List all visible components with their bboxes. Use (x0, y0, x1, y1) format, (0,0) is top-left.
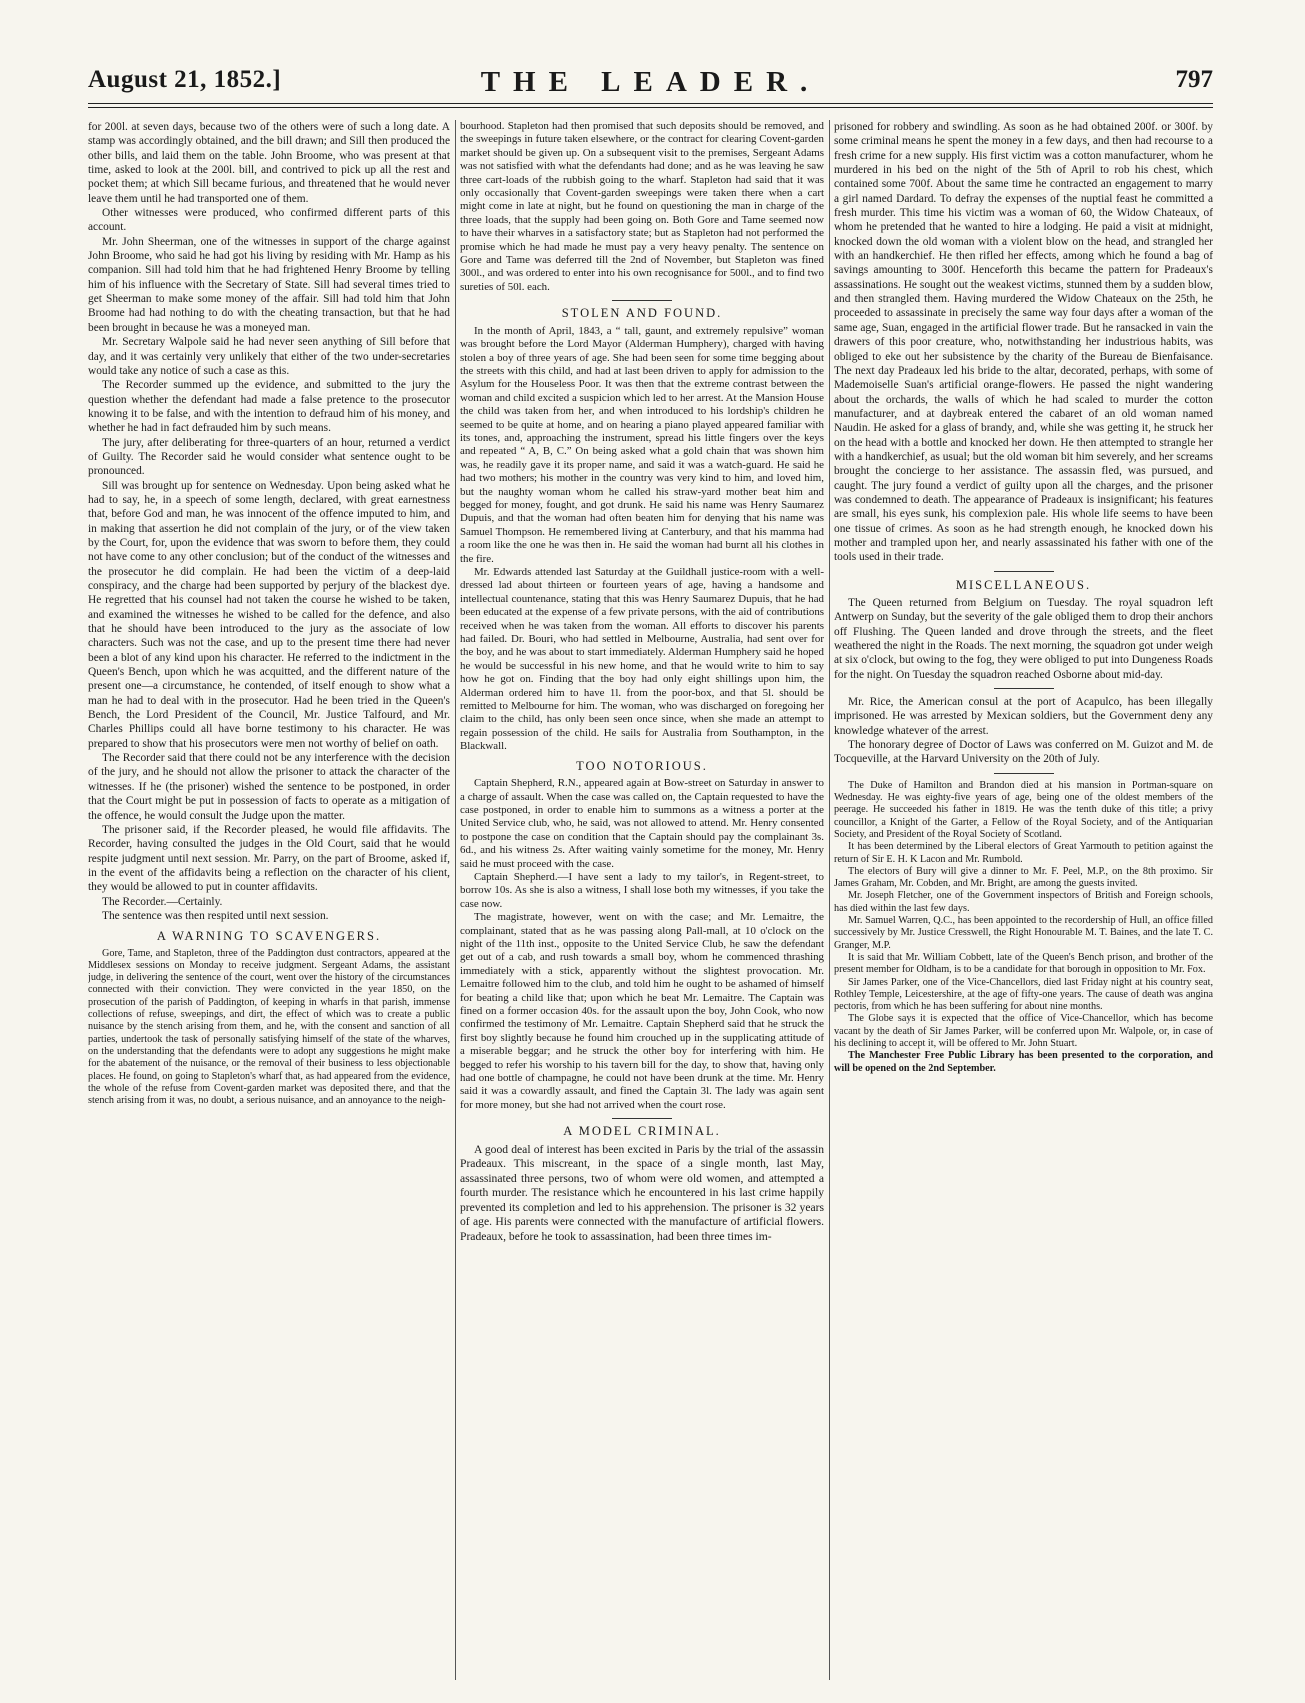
masthead (88, 62, 1213, 102)
paragraph: The prisoner said, if the Recorder pleased, he would file affidavits. The Recorder, having consulted the judges in the Old Court, said that he would respite judgment until next session. Mr. Parry, on the part of Broome, asked if, in the event of the affidavits being a reflection on the character of his client, they would be allowed to put in counter affidavits. (88, 823, 450, 894)
paragraph: Mr. Rice, the American consul at the port of Acapulco, has been illegally imprisoned. He was arrested by Mexican soldiers, but the Government deny any knowledge whatever of the arrest. (834, 696, 1213, 737)
paragraph: Mr. Joseph Fletcher, one of the Government inspectors of British and Foreign schools, has died within the last few days. (834, 890, 1213, 914)
section-separator (994, 773, 1054, 774)
paragraph: The magistrate, however, went on with the case; and Mr. Lemaitre, the complainant, stated that as he was passing along Pall-mall, at 10 o'clock on the night of the 11th inst., opposite to the United Service Club, he saw the defendant get out of a cab, and rush towards a small boy, whom he commenced thrashing immediately with a stick, apparently without the slightest provocation. Mr. Lemaitre followed him to the club, and told him he ought to be ashamed of himself for beating a child like that; upon which he beat Mr. Lemaitre. The Captain was fined on a former occasion 40s. for the assault upon the boy, John Cook, who now confirmed the testimony of Mr. Lemaitre. Captain Shepherd said that he struck the first boy slightly because he found him crouched up in the supplicating attitude of a miserable beggar; and he struck the other boy for interfering with him. He begged to refer his worship to his tavern bill for the day, to show that, having only had one bottle of champagne, he could not have been drunk at the time. Mr. Henry said it was a cowardly assault, and fined the Captain 3l. The lady was again sent for more money, but she had not arrived when the court rose. (460, 911, 824, 1111)
paragraph: It is said that Mr. William Cobbett, late of the Queen's Bench prison, and brother of the present member for Oldham, is to be a candidate for that borough in opposition to Mr. Fox. (834, 951, 1213, 976)
paragraph: The sentence was then respited until next session. (102, 909, 329, 922)
article-heading-criminal: A MODEL CRIMINAL. (563, 1124, 721, 1139)
paragraph: The Queen returned from Belgium on Tuesday. The royal squadron left Antwerp on Sunday, but the severity of the gale obliged them to drop their anchors off Flushing. The Queen landed and drove through the streets, and the fleet weathered the night in the Roads. The next morning, the squadron got under weigh at six o'clock, but owing to the fog, they were obliged to put into Dungeness Roads for the night. On Tuesday the squadron reached Osborne about mid-day. (834, 597, 1213, 681)
paragraph-final: The Manchester Free Public Library has been presented to the corporation, and will be opened on the 2nd September. (834, 1050, 1213, 1074)
issue-date: August 21, 1852.] (88, 66, 282, 93)
paragraph: It has been determined by the Liberal electors of Great Yarmouth to petition against the return of Sir E. H. K Lacon and Mr. Rumbold. (834, 841, 1213, 865)
masthead-rule-top (88, 103, 1213, 104)
paragraph: Sir James Parker, one of the Vice-Chancellors, died last Friday night at his country seat, Rothley Temple, Leicestershire, at the age of fifty-one years. The cause of death was angina pectoris, from which he has been suffering for about nine months. (834, 976, 1213, 1013)
paragraph: bourhood. Stapleton had then promised that such deposits should be removed, and the sweepings in future taken elsewhere, or the contract for clearing Covent-garden market should be given up. On a subsequent visit to the premises, Sergeant Adams was not satisfied with what the defendants had done; and as he was leaving he saw three cart-loads of the rubbish going to the wharf. Stapleton had said that it was only occasionally that Covent-garden sweepings were taken there when a cart might come in late at night, but he found on questioning the man in charge of the three loads, that the supply had been going on. Both Gore and Tame seemed now to have their wharves in a satisfactory state; but as Stapleton had not performed the promise which he had made he must pay a very heavy penalty. The sentence on Gore and Tame was deferred till the 2nd of November, but Stapleton was fined 300l., and was ordered to enter into his own recognisance for 500l., and to find two sureties of 50l. each. (460, 120, 824, 293)
column-1 (88, 120, 450, 1680)
paragraph: The Recorder said that there could not be any interference with the decision of the jury, and he should not allow the prisoner to attack the character of the witnesses. If he (the prisoner) wished the sentence to be postponed, in order that the Court might be put in possession of facts to operate as a mitigation of the offence, he would consult the Judge upon the matter. (88, 752, 450, 822)
paragraph: A good deal of interest has been excited in Paris by the trial of the assassin Pradeaux. This miscreant, in the space of a single month, last May, assassinated three persons, two of whom were old women, and attempted a fourth murder. The resistance which he encountered in his last crime happily prevented its completion and led to his apprehension. The prisoner is 32 years of age. His parents were connected with the manufacture of artificial flowers. Pradeaux, before he took to assassination, had been three times im- (460, 1142, 824, 1243)
article-heading-scavengers: A WARNING TO SCAVENGERS. (156, 929, 382, 944)
paragraph: The electors of Bury will give a dinner to Mr. F. Peel, M.P., on the 8th proximo. Sir James Graham, Mr. Cobden, and Mr. Bright, are among the guests invited. (834, 865, 1213, 890)
paragraph: for 200l. at seven days, because two of the others were of such a long date. A stamp was accordingly obtained, and the bill drawn; and Sill then produced the other bills, and laid them on the table. John Broome, who was present at that time, asked to look at the 200l. bill, and contrived to pick up all the rest and pocket them; at which Sill became furious, and threatened that he would never leave them until he had transported one of them. (88, 121, 450, 205)
paragraph: Mr. Secretary Walpole said he had never seen anything of Sill before that day, and it was certainly very unlikely that either of the two under-secretaries would take any notice of such a case as this. (88, 336, 450, 377)
paragraph: Other witnesses were produced, who confirmed different parts of this account. (88, 207, 450, 234)
paragraph: The Globe says it is expected that the office of Vice-Chancellor, which has become vacant by the death of Sir James Parker, will be conferred upon Mr. Walpole, or, in case of his declining to accept it, will be offered to Mr. John Stuart. (834, 1013, 1213, 1050)
paragraph: Sill was brought up for sentence on Wednesday. Upon being asked what he had to say, he, in a speech of some length, declared, with great earnestness that, before God and man, he was innocent of the offence imputed to him, and in making that assertion he did not complain of the jury, or of the view taken by the Court, for, upon the evidence that was sworn to before them, they could not have come to any other conclusion; but of the conduct of the witnesses and the prosecutor he did complain. He had been the victim of a deep-laid conspiracy, and the charge had been supported by perjury of the blackest dye. He regretted that his counsel had not taken the course he wished to be taken, and examined the witnesses he wished to be called for the defence, and also that he should have been introduced to the jury as the associate of low characters. Such was not the case, and up to the present time there had never been a blot of any kind upon his character. He referred to the indictment in the Queen's Bench, upon which he was acquitted, and the different nature of the present one—a circumstance, he contended, of itself enough to show what a man he had to deal with in the prosecutor. Had he been tried in the Queen's Bench, the Lord President of the Council, Mr. Justice Talfourd, and Mr. Charles Phillips could all have borne testimony to his character. He was prepared to show that his prosecutors were men not worthy of belief on oath. (88, 479, 450, 750)
paragraph: Mr. John Sheerman, one of the witnesses in support of the charge against John Broome, who said he had got his living by residing with Mr. Hamp as his companion. Sill had told him that he had frightened Henry Broome by telling him of his influence with the Secretary of State. Sill had several times tried to get Sheerman to make some money of the affair. Sill had told him that John Broome had had nothing to do with the cheating transaction, but that he had been brought in because he was a moneyed man. (88, 235, 450, 334)
paragraph: In the month of April, 1843, a “ tall, gaunt, and extremely repulsive” woman was brought before the Lord Mayor (Alderman Humphery), charged with having stolen a boy of three years of age. She had been seen for some time begging about the streets with this child, and had at last been driven to apply for admission to the Asylum for the Houseless Poor. It was then that the extreme contrast between the woman and child excited a suspicion which led to her arrest. At the Mansion House the child was taken from her, and when introduced to his lordship's children he seemed to be quite at home, and on hearing a piano played appeared familiar with its tones, and, approaching the instrument, spread his little fingers over the keys and repeated “ A, B, C.” On being asked what a gold chain that was shown him was, he readily gave it its proper name, and said it was a watch-guard. He said he had two mothers; his mother in the country was very kind to him, and loved him, but the naughty woman whom he called his straw-yard mother beat him and begged for money, fought, and got drunk. He said his name was Henry Saumarez Dupuis, and that the woman had often beaten him for denying that his name was Samuel Thompson. He remembered living at Canterbury, and that his mamma had a room like the one he was then in. He said the woman had burnt all his clothes in the fire. (460, 324, 824, 565)
section-separator (994, 571, 1054, 572)
paragraph: prisoned for robbery and swindling. As soon as he had obtained 200f. or 300f. by some criminal means he spent the money in a few days, and then had recourse to a fresh crime for a new supply. His first victim was a cotton manufacturer, whom he murdered in his bed on the night of the 5th of April to rob his chest, which contained some 700f. About the same time he contracted an engagement to marry a girl named Dardard. To defray the expenses of the nuptial feast he committed a fresh murder. This time his victim was a woman of 60, the Widow Chateaux, of whom he pretended that he wanted to hire a lodging. He paid a visit at midnight, knocked down the old woman with a violent blow on the head, and strangled her with an handkerchief. He then rifled her effects, among which he found a bag of savings amounting to 300f. Henceforth this became the pattern for Pradeaux's assassinations. He sought out the weakest victims, stunned them by a sudden blow, and then strangled them. Having murdered the Widow Chateaux on the 25th, he proceeded to assassinate in precisely the same way four days after a woman of the same age, Suan, engaged in the artificial flower trade. But he ransacked in vain the drawers of this poor creature, who, notwithstanding her industrious habits, was obliged to eke out her subsistence by the charity of the Bureau de Bienfaisance. The next day Pradeaux led his bride to the altar, decorated, perhaps, with some of Mademoiselle Suan's artificial orange-flowers. He passed the night wandering about the orchards, the walls of which he had scaled to murder the cotton manufacturer, and at daybreak entered the cabaret of an old woman named Naudin. He asked for a glass of brandy, and, while she was getting it, he struck her on the head with a bottle and knocked her down. He then attempted to strangle her with a handkerchief, as usual; but the old woman bit him severely, and her screams brought the concierge to her assistance. The assassin fled, was pursued, and caught. The jury found a verdict of guilty upon all the charges, and the prisoner was condemned to death. The appearance of Pradeaux is insignificant; his features are small, his eyes sunk, his complexion pale. His whole life seems to have been one tissue of crimes. As soon as he had strength enough, he knocked down his mother and trampled upon her, and nearly assassinated his father with one of the tools used in their trade. (834, 121, 1213, 564)
column-divider (455, 120, 456, 1680)
paragraph: The Duke of Hamilton and Brandon died at his mansion in Portman-square on Wednesday. He was eighty-five years of age, being one of the oldest members of the peerage. He succeeded his father in 1819. He was the tenth duke of this title; a privy councillor, a Knight of the Garter, a Fellow of the Royal Society, and of the Antiquarian Society, and President of the Royal Society of Scotland. (834, 779, 1213, 840)
article-scavengers-text: Gore, Tame, and Stapleton, three of the Paddington dust contractors, appeared at the Middlesex sessions on Monday to receive judgment. Sergeant Adams, the assistant judge, in delivering the sentence of the court, went over the history of the circumstances connected with their conviction. They were convicted in the year 1850, on the prosecution of the parish of Paddington, of keeping in wharfs in that parish, immense collections of refuse, sweepings, and dirt, the effect of which was to create a public nuisance by the stench arising from them, and he, with the consent and sanction of all parties, undertook the task of personally satisfying himself of the state of the wharves, on the understanding that the defendants were to adopt any suggestions he might make for the abatement of the nuisance, or the removal of their business to less objectionable places. He found, on going to Stapleton's wharf that, as had appeared from the evidence, the whole of the refuse from Covent-garden market was deposited there, and that the stench arising from it was, no doubt, a serious nuisance, and an annoyance to the neigh- (88, 947, 450, 1107)
masthead-rule-bottom (88, 107, 1213, 108)
article-heading-misc: MISCELLANEOUS. (955, 577, 1092, 592)
paragraph: Captain Shepherd, R.N., appeared again at Bow-street on Saturday in answer to a charge of assault. When the case was called on, the Captain requested to have the case postponed, in order to enable him to summons as a witness a porter at the United Service club, who, he said, was not allowed to attend. Mr. Henry consented to postpone the case on condition that the Captain should pay the complainant 3s. 6d., and his witness 2s. After waiting vainly sometime for the money, Mr. Henry said he must proceed with the case. (460, 777, 824, 870)
article-heading-notorious: TOO NOTORIOUS. (576, 758, 708, 773)
section-separator (612, 1118, 672, 1119)
column-3 (834, 120, 1213, 1680)
section-separator (612, 300, 672, 301)
paragraph: The honorary degree of Doctor of Laws was conferred on M. Guizot and M. de Tocqueville, at the Harvard University on the 20th of July. (834, 739, 1213, 766)
paragraph: The Recorder summed up the evidence, and submitted to the jury the question whether the defendant had made a false pretence to the prosecutor knowing it to be false, and with the intention to defraud him of his money, and whether he had in fact defrauded him by such means. (88, 379, 450, 435)
column-2 (460, 120, 824, 1680)
paragraph: Captain Shepherd.—I have sent a lady to my tailor's, in Regent-street, to borrow 10s. As she is also a witness, I shall lose both my witnesses, if you take the case now. (460, 870, 824, 910)
newspaper-title: THE LEADER. (480, 66, 821, 98)
section-separator (994, 688, 1054, 689)
paragraph: The Recorder.—Certainly. (102, 895, 223, 908)
paragraph: Mr. Samuel Warren, Q.C., has been appointed to the recordership of Hull, an office filled successively by Mr. Justice Cresswell, the Right Honourable M. T. Baines, and the late T. C. Granger, M.P. (834, 915, 1213, 951)
page-number: 797 (1175, 66, 1213, 93)
paragraph: Mr. Edwards attended last Saturday at the Guildhall justice-room with a well-dressed lad about thirteen or fourteen years of age, having a handsome and intellectual countenance, stating that this was Henry Saumarez Dupuis, that he had been educated at the expense of a few private persons, with the aid of contributions received when he was taken from the woman. All efforts to discover his parents had failed. Dr. Bouri, who had settled in Melbourne, Australia, had sent over for the boy, and he was about to start immediately. Alderman Humphery said he hoped he would be successful in his new home, and that he would write to him to say how he got on. Finding that the boy had only eight shillings upon him, the Alderman ordered him to have 1l. from the poor-box, and that 5l. should be remitted to Melbourne for him. The woman, who was discharged on foregoing her claim to the child, has only been seen once since, when she made an attempt to regain possession of the child. He sails for Australia from Southampton, in the Blackwall. (460, 566, 824, 753)
article-heading-stolen: STOLEN AND FOUND. (561, 306, 723, 321)
column-divider (829, 120, 830, 1680)
paragraph: The jury, after deliberating for three-quarters of an hour, returned a verdict of Guilty. The Recorder said he would consider what sentence ought to be pronounced. (88, 436, 450, 478)
